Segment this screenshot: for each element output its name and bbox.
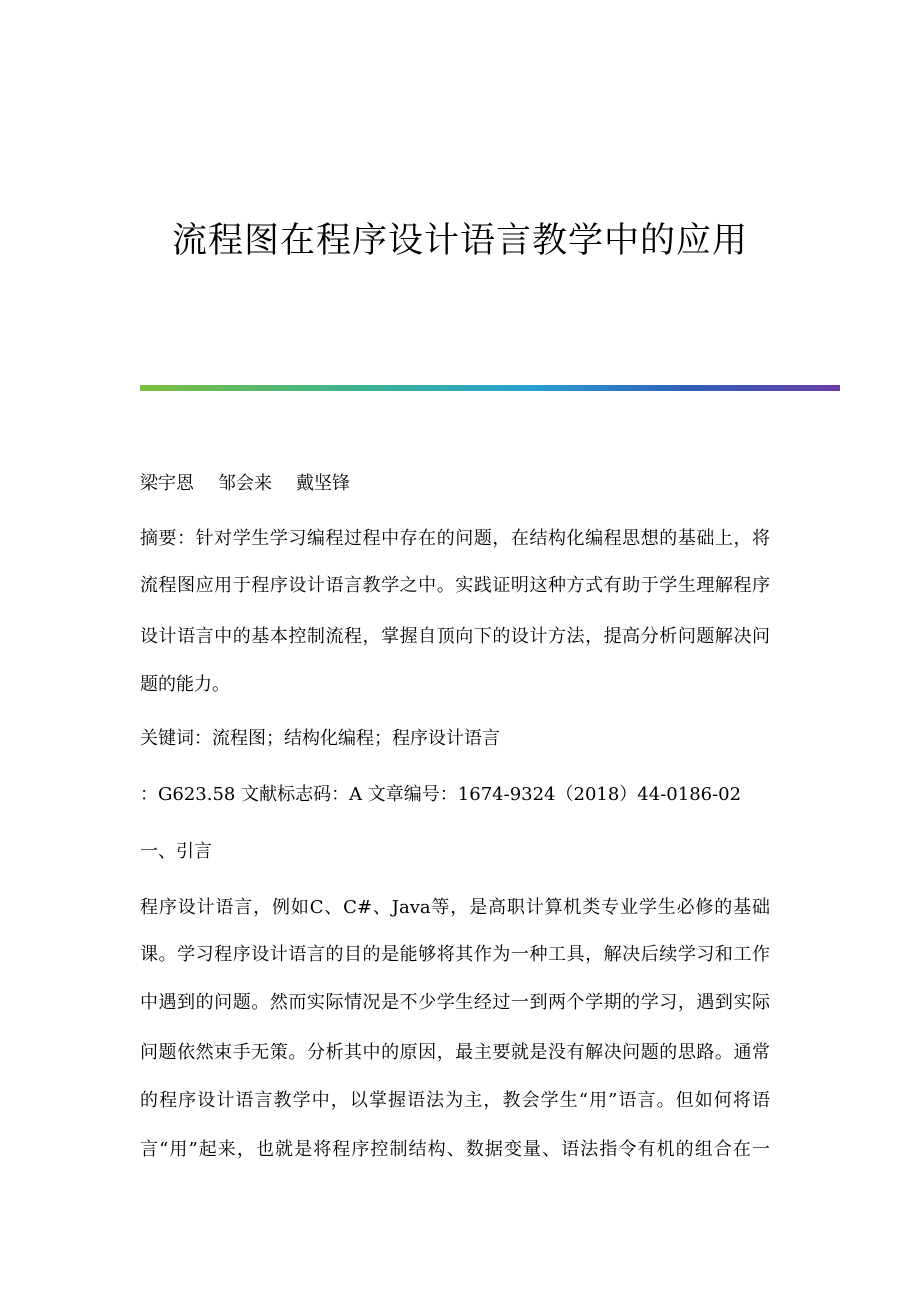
title-divider — [140, 385, 840, 391]
abstract-line: 题的能力。 — [140, 674, 230, 695]
abstract-line: 设计语言中的基本控制流程，掌握自顶向下的设计方法，提高分析问题解决问 — [140, 626, 770, 647]
author-name: 梁宇恩 — [140, 473, 194, 494]
author-name: 戴坚锋 — [296, 473, 350, 494]
classification-line: ：G623.58 文献标志码：A 文章编号：1674-9324（2018）44-0186-02 — [140, 784, 742, 805]
abstract-line: 流程图应用于程序设计语言教学之中。实践证明这种方式有助于学生理解程序 — [140, 575, 770, 596]
body-line: 程序设计语言，例如C、C#、Java等，是高职计算机类专业学生必修的基础 — [140, 897, 770, 918]
body-line: 问题依然束手无策。分析其中的原因，最主要就是没有解决问题的思路。通常 — [140, 1042, 770, 1063]
body-line: 的程序设计语言教学中，以掌握语法为主，教会学生“用”语言。但如何将语 — [140, 1090, 770, 1111]
author-list — [140, 469, 770, 499]
body-line: 言“用”起来，也就是将程序控制结构、数据变量、语法指令有机的组合在一 — [140, 1139, 770, 1160]
body-line: 课。学习程序设计语言的目的是能够将其作为一种工具，解决后续学习和工作 — [140, 944, 770, 965]
body-line: 中遇到的问题。然而实际情况是不少学生经过一到两个学期的学习，遇到实际 — [140, 992, 770, 1013]
section-heading: 一、引言 — [140, 841, 212, 862]
abstract-line: 摘要：针对学生学习编程过程中存在的问题，在结构化编程思想的基础上，将 — [140, 528, 770, 549]
paper-title: 流程图在程序设计语言教学中的应用 — [171, 221, 748, 261]
keywords-line: 关键词：流程图；结构化编程；程序设计语言 — [140, 728, 500, 749]
author-name: 邹会来 — [218, 473, 272, 494]
